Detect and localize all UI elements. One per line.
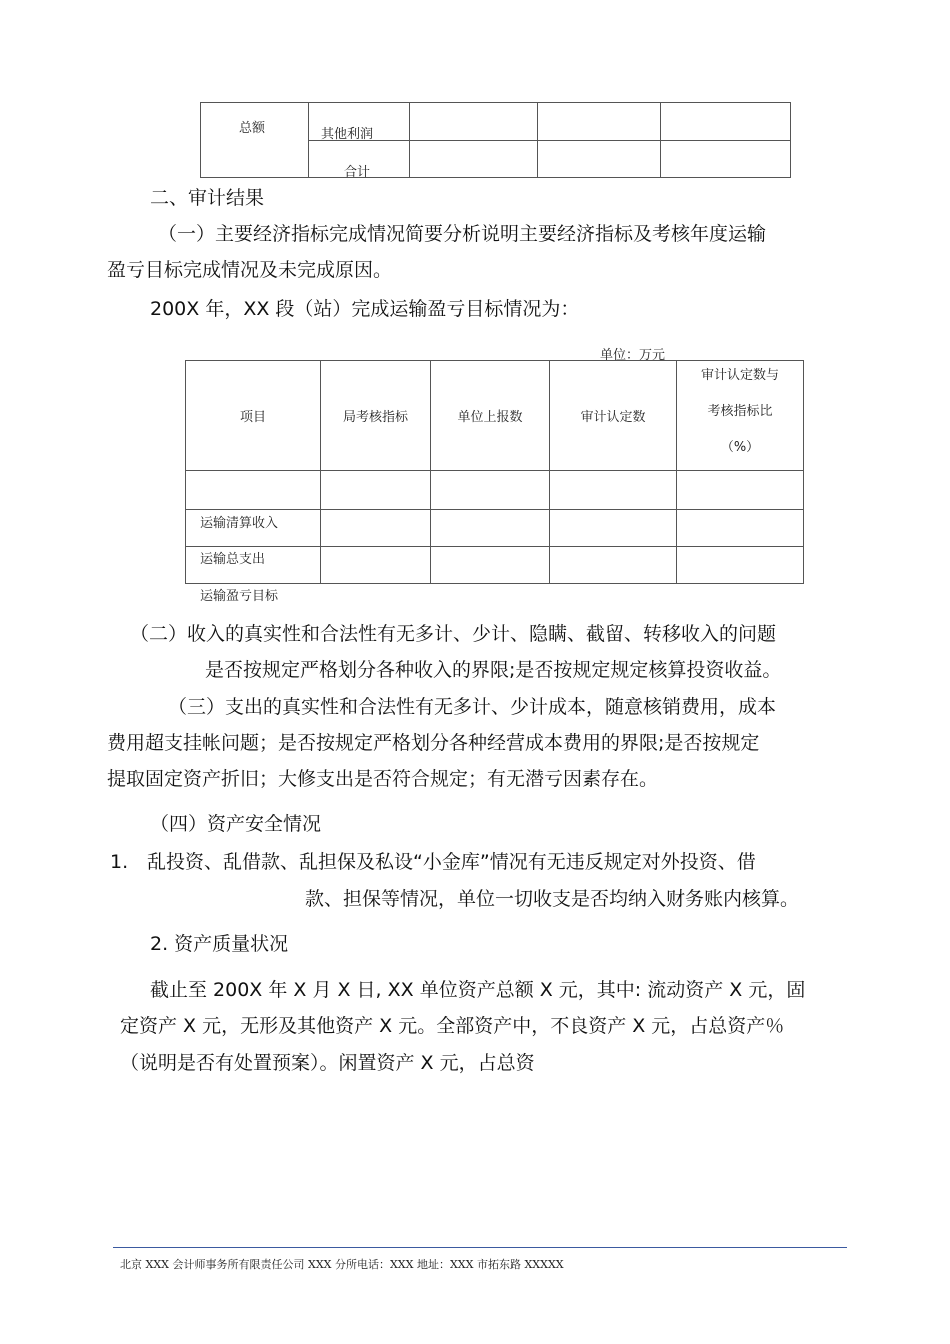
table-cell <box>550 471 677 510</box>
section2-heading: 二、审计结果 <box>150 187 265 209</box>
row-label-cell <box>309 103 410 141</box>
header-ratio-line1: 审计认定数与 <box>700 368 779 383</box>
asset-line2: 定资产 X 元，无形及其他资产 X 元。全部资产中，不良资产 X 元，占总资产％ <box>120 1015 785 1037</box>
sub3-line3: 提取固定资产折旧；大修支出是否符合规定；有无潜亏因素存在。 <box>107 768 659 790</box>
table-cell <box>410 140 538 178</box>
total-label-cell <box>201 103 309 178</box>
item1-line2: 款、担保等情况，单位一切收支是否均纳入财务账内核算。 <box>305 888 800 910</box>
row-label-cell <box>186 471 321 531</box>
table-cell <box>677 471 804 510</box>
asset-line1: 截止至 200X 年 X 月 X 日, XX 单位资产总额 X 元，其中: 流动资产 X 元，固 <box>150 979 806 1001</box>
table-cell <box>538 140 661 178</box>
header-audited: 审计认定数 <box>550 361 677 471</box>
table-cell <box>410 103 538 141</box>
row-label-target: 运输盈亏目标 <box>200 589 279 604</box>
row-label-revenue: 运输清算收入 <box>200 516 279 531</box>
header-bureau-target: 局考核指标 <box>321 361 431 471</box>
sub3-line1: （三）支出的真实性和合法性有无多计、少计成本，随意核销费用，成本 <box>168 696 777 718</box>
table-cell <box>321 547 431 584</box>
footer-divider <box>113 1247 847 1248</box>
profit-total-table <box>200 102 791 178</box>
transport-profit-table <box>185 360 804 604</box>
row-label-cell <box>309 140 410 178</box>
header-item: 项目 <box>186 361 321 471</box>
footer-contact: 北京 XXX 会计师事务所有限责任公司 XXX 分所电话：XXX 地址：XXX 市拓东路 XXXXX <box>120 1258 564 1271</box>
sub3-line2: 费用超支挂帐问题；是否按规定严格划分各种经营成本费用的界限;是否按规定 <box>107 732 760 754</box>
table-cell <box>321 510 431 547</box>
table-cell <box>321 471 431 510</box>
table-cell <box>661 103 791 141</box>
sub2-line1: （二）收入的真实性和合法性有无多计、少计、隐瞒、截留、转移收入的问题 <box>130 623 777 645</box>
unit-label: 单位：万元 <box>600 348 666 363</box>
row-label-expense: 运输总支出 <box>200 552 266 567</box>
table-cell <box>431 471 550 510</box>
header-ratio <box>677 361 804 471</box>
table-cell <box>661 140 791 178</box>
sub1-line1: （一）主要经济指标完成情况简要分析说明主要经济指标及考核年度运输 <box>158 223 767 245</box>
table-cell <box>677 510 804 547</box>
table-cell <box>550 547 677 584</box>
sub2-line2: 是否按规定严格划分各种收入的界限;是否按规定规定核算投资收益。 <box>205 659 782 681</box>
header-ratio-line3: （%） <box>720 440 760 455</box>
item1-number: 1. <box>110 851 129 873</box>
header-reported: 单位上报数 <box>431 361 550 471</box>
item2-heading: 2. 资产质量状况 <box>150 933 289 955</box>
sub4-heading: （四）资产安全情况 <box>150 813 322 835</box>
table-cell <box>431 510 550 547</box>
table-cell <box>550 510 677 547</box>
table-cell <box>431 547 550 584</box>
table-cell <box>538 103 661 141</box>
row-label-total: 合计 <box>344 164 371 180</box>
year-line: 200X 年，XX 段（站）完成运输盈亏目标情况为： <box>150 298 580 320</box>
header-ratio-line2: 考核指标比 <box>707 404 773 419</box>
asset-line3: （说明是否有处置预案）。闲置资产 X 元，占总资 <box>120 1052 535 1074</box>
item1-line1: 乱投资、乱借款、乱担保及私设“小金库”情况有无违反规定对外投资、借 <box>147 851 756 873</box>
sub1-line2: 盈亏目标完成情况及未完成原因。 <box>107 259 393 281</box>
total-label: 总额 <box>239 121 266 136</box>
row-label-other-profit: 其他利润 <box>321 127 374 142</box>
table-cell <box>677 547 804 584</box>
